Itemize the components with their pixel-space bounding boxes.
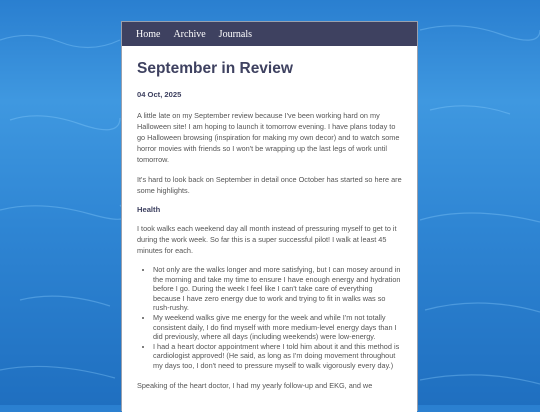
post-date: 04 Oct, 2025 [137,90,182,99]
paragraph-walks: I took walks each weekend day all month instead of pressuring myself to get to it during the work week. So far this is a super successful pilot! I walk at least 45 minutes for each. [137,224,397,255]
page-frame [121,21,418,411]
health-list [137,265,402,371]
paragraph-heart-doctor: Speaking of the heart doctor, I had my yearly follow-up and EKG, and we [137,380,373,390]
paragraph-highlights: It's hard to look back on September in detail once October has started so here are some highlights. [137,175,402,195]
nav-home-link[interactable]: Home [136,28,161,40]
section-heading-health: Health [137,205,161,214]
list-item: • Not only are the walks longer and more satisfying, but I can mosey around in the morning and take my time to ensure I have enough energy and hydration before I go. During the week I feel like I can't take care of everything because I have zero energy due to work and trying to fit in walks was so rush-rushy. [153,265,402,313]
post-content [122,46,417,412]
list-item: • My weekend walks give me energy for the week and while I'm not totally consistent daily, I do find myself with more medium-level energy days than I did previously, where all days (including weekends) were low-energy. [153,313,402,342]
nav-archive-link[interactable]: Archive [173,28,206,40]
post-title: September in Review [137,60,293,77]
top-nav [122,22,417,46]
list-item: • I had a heart doctor appointment where I told him about it and this method is cardiologist approved! (He said, as long as I'm doing movement throughout my days too, I don't need to pressure myself to walk vigorously every day.) [153,342,402,371]
paragraph-intro: A little late on my September review because I've been working hard on my Halloween site! I am hoping to launch it tomorrow evening. I have plans today to go Halloween browsing (inspiration for making my own decor) and to watch some horror movies with friends so I won't be wrapping up the last legs of work until tomorrow. [137,111,400,164]
nav-journals-link[interactable]: Journals [218,28,253,40]
